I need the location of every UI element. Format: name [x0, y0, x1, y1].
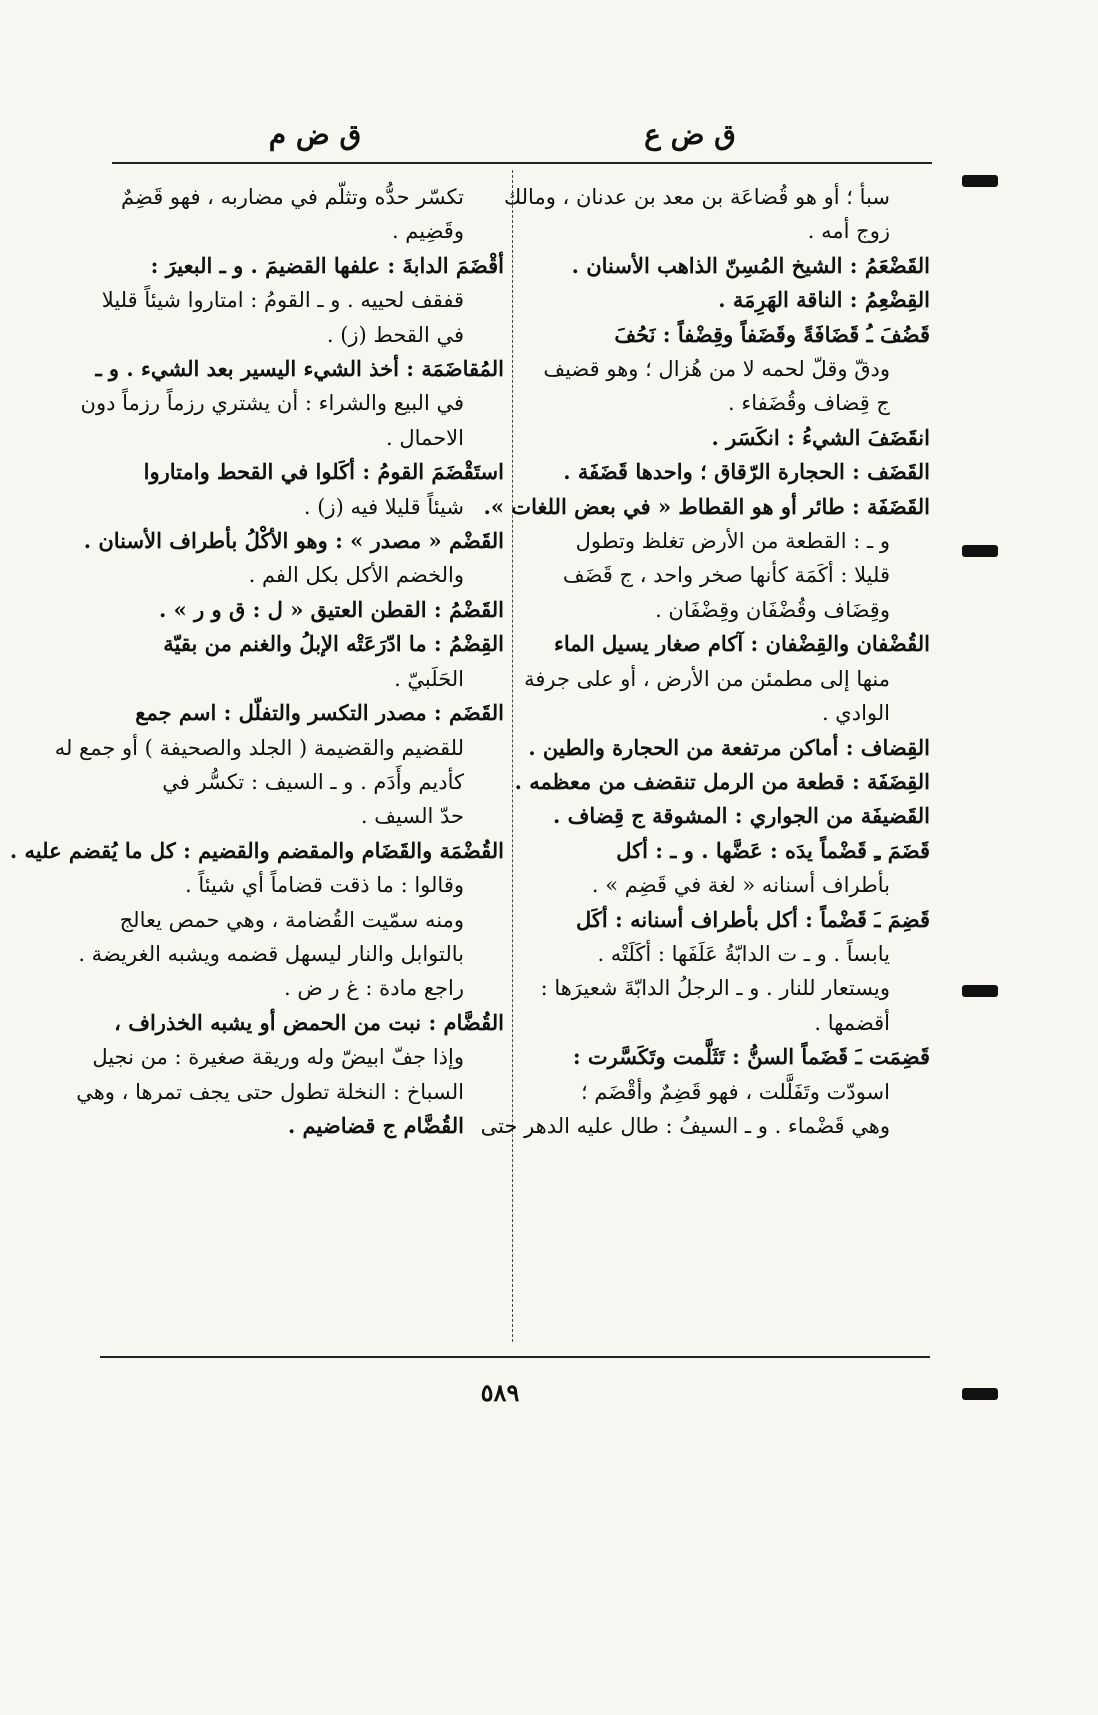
entry-text-line: وقالوا : ما ذقت قضاماً أي شيئاً . [184, 873, 464, 898]
margin-thumb-tab [962, 1388, 998, 1400]
entry-headword-line: القَضَف : الحجارة الرّقاق ؛ واحدها قَضَفَة . [563, 459, 930, 485]
entry-text-line: اسودّت وتَفَلَّلت ، فهو قَضِمٌ وأقْضَم ؛ [580, 1079, 890, 1104]
entry-text-line: زوج أمه . [807, 219, 890, 244]
entry-headword-line: القَضْمُ : القطن العتيق « ل : ق و ر » . [159, 596, 504, 622]
entry-text-line: أقضمها . [814, 1010, 890, 1035]
entry-headword-line: المُقاضَمَة : أخذ الشيء اليسير بعد الشيء . و ـ [95, 356, 504, 382]
margin-thumb-tab [962, 545, 998, 557]
entry-text-line: ج قِضاف وقُضَفاء . [728, 391, 890, 416]
entry-headword-line: القُضَّام : نبت من الحمض أو يشبه الخذراف ، [114, 1009, 504, 1035]
left-column [9, 180, 504, 1143]
entry-headword-line: قَضَمَ ـِ قَضْماً يدَه : عَضَّها . و ـ : أكل [616, 837, 930, 863]
entry-text-line: كأديم وأَدَم . و ـ السيف : تكسُّر في [162, 769, 464, 794]
entry-text-line: و ـ : القطعة من الأرض تغلظ وتطول [575, 529, 890, 554]
entry-headword-line: القُضْفان والقِضْفان : آكام صغار يسيل الماء [554, 631, 930, 657]
entry-headword-line: القِضْمُ : ما ادّرَعَتْه الإبلُ والغنم من بقيّة [163, 631, 504, 657]
entry-text-line: سبأ ؛ أو هو قُضاعَة بن معد بن عدنان ، ومالك [503, 185, 890, 209]
entry-text-line: وإذا جفّ ابيضّ وله وريقة صغيرة : من نجيل [92, 1045, 464, 1070]
column-divider [512, 170, 513, 1342]
entry-text-line: الوادي . [821, 701, 890, 726]
entry-headword-line: القَضيفَة من الجواري : المشوقة ج قِضاف . [552, 803, 930, 829]
right-column-header: ق ض ع [644, 118, 736, 151]
page-number: ٥٨٩ [480, 1378, 520, 1407]
entry-text-line: ودقّ وقلّ لحمه لا من هُزال ؛ وهو قضيف [543, 357, 890, 382]
footer-rule [100, 1356, 930, 1358]
entry-headword-line: القُضَّام ج قضاضيم . [287, 1112, 464, 1138]
entry-text-line: وقِضَاف وقُضْفَان وقِضْفَان . [655, 597, 890, 622]
header-rule [112, 162, 932, 164]
entry-text-line: وهي قَضْماء . و ـ السيفُ : طال عليه الدهر حتى [480, 1113, 890, 1138]
entry-headword-line: قَضُفَ ـُ قَضَافَةً وقَضَفاً وقِضْفاً : نَحُفَ [614, 321, 930, 347]
margin-thumb-tab [962, 175, 998, 187]
entry-text-line: يابساً . و ـ ت الدابّةُ عَلَفَها : أكَلَتْه . [597, 941, 890, 966]
entry-headword-line: القَضْعَمُ : الشيخ المُسِنّ الذاهب الأسنان . [571, 252, 930, 278]
entry-text-line: قليلا : أكَمَة كأنها صخر واحد ، ج قَضَف [562, 563, 890, 588]
entry-text-line: السباخ : النخلة تطول حتى يجف تمرها ، وهي [76, 1079, 464, 1104]
entry-text-line: وقَضِيم . [391, 219, 464, 244]
entry-text-line: في البيع والشراء : أن يشتري رزماً رزماً دون [80, 391, 464, 416]
entry-text-line: بأطراف أسنانه « لغة في قَضِم » . [591, 873, 890, 898]
entry-headword-line: استَقْضَمَ القومُ : أكَلوا في القحط وامتاروا [143, 459, 504, 485]
entry-text-line: ومنه سمّيت القُضامة ، وهي حمص يعالج [119, 907, 464, 932]
entry-text-line: الحَلَبيّ . [394, 666, 464, 691]
entry-headword-line: أقْضَمَ الدابةَ : علفها القضيمَ . و ـ البعيرَ : [150, 252, 504, 278]
entry-text-line: منها إلى مطمئن من الأرض ، أو على جرفة [524, 666, 890, 691]
margin-thumb-tab [962, 985, 998, 997]
entry-text-line: قفقف لحييه . و ـ القومُ : امتاروا شيئاً قليلا [101, 288, 464, 313]
entry-text-line: حدّ السيف . [360, 804, 464, 829]
entry-headword-line: القِضَفَة : قطعة من الرمل تنقضف من معظمه . [514, 768, 930, 794]
entry-headword-line: القَضَم : مصدر التكسر والتفلّل : اسم جمع [135, 700, 504, 726]
entry-headword-line: القِضاف : أماكن مرتفعة من الحجارة والطين . [528, 734, 930, 760]
entry-text-line: شيئاً قليلا فيه (ز) . [303, 494, 464, 519]
entry-text-line: للقضيم والقضيمة ( الجلد والصحيفة ) أو جمع له [54, 735, 464, 760]
entry-headword-line: القِضْعِمُ : الناقة الهَرِمَة . [718, 287, 930, 313]
entry-headword-line: انقَضَفَ الشيءُ : انكَسَر . [711, 424, 930, 450]
entry-headword-line: القَضَفَة : طائر أو هو القطاط « في بعض اللغات ». [483, 493, 930, 519]
entry-headword-line: القَضْم « مصدر » : وهو الأكْلُ بأطراف الأسنان . [83, 528, 504, 554]
entry-text-line: في القحط (ز) . [326, 322, 464, 347]
entry-text-line: بالتوابل والنار ليسهل قضمه ويشبه الغريضة . [78, 941, 464, 966]
entry-text-line: الاحمال . [386, 425, 464, 450]
entry-headword-line: القُضْمَة والقَضَام والمقضم والقضيم : كل ما يُقضم عليه . [9, 837, 504, 863]
right-column [480, 180, 930, 1143]
entry-headword-line: قَضِمَ ـَ قَضْماً : أكل بأطراف أسنانه : أكَل [575, 906, 930, 932]
entry-headword-line: قَضِمَت ـَ قَضَماً السنُّ : تَثَلَّمت وتَكَسَّرت : [572, 1044, 930, 1070]
entry-text-line: راجع مادة : غ ر ض . [284, 976, 464, 1001]
entry-text-line: ويستعار للنار . و ـ الرجلُ الدابّةَ شعيرَها : [540, 976, 890, 1001]
left-column-header: ق ض م [268, 118, 362, 151]
entry-text-line: تكسّر حدُّه وتثلّم في مضاربه ، فهو قَضِمٌ [121, 185, 464, 209]
entry-text-line: والخضم الأكل بكل الفم . [248, 563, 464, 588]
